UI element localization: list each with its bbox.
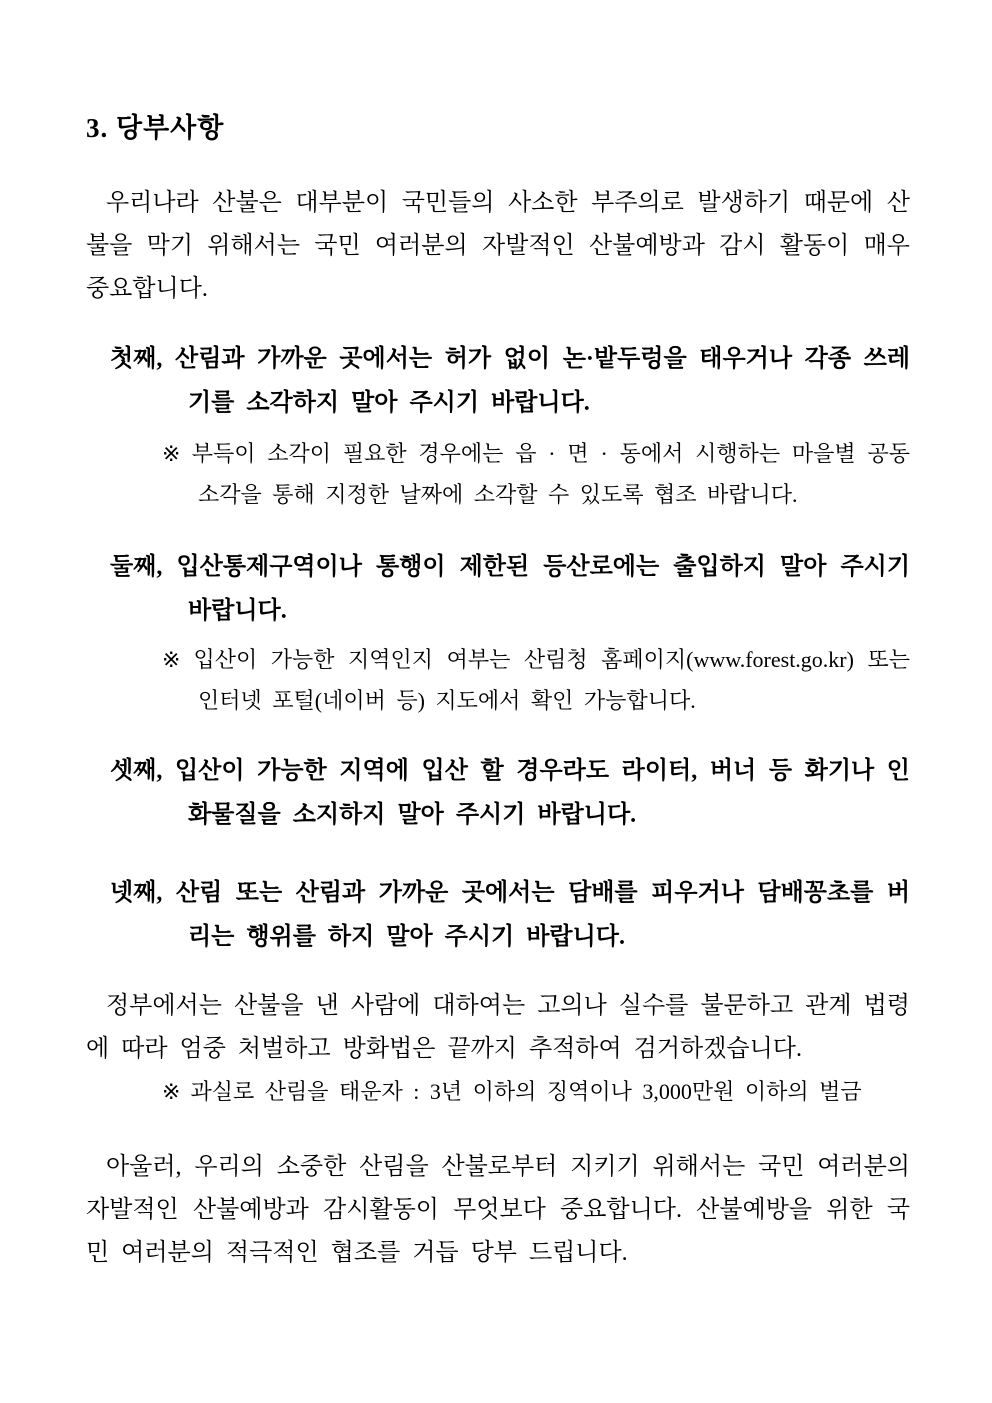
intro-paragraph: 우리나라 산불은 대부분이 국민들의 사소한 부주의로 발생하기 때문에 산불을 막기 위해서는 국민 여러분의 자발적인 산불예방과 감시 활동이 매우 중요합니다. (86, 190, 910, 302)
advice-item-label: 둘째, (110, 554, 163, 580)
advice-item-label: 셋째, (110, 758, 163, 784)
reference-mark-icon: ※ (162, 647, 184, 672)
advice-item-text: 산림과 가까운 곳에서는 허가 없이 논·밭두렁을 태우거나 각종 쓰레기를 소각하지 말아 주시기 바랍니다. (175, 346, 910, 416)
advice-item-first (110, 337, 910, 425)
advice-item-text: 산림 또는 산림과 가까운 곳에서는 담배를 피우거나 담배꽁초를 버리는 행위를 하지 말아 주시기 바랍니다. (175, 880, 911, 950)
advice-item-text: 입산이 가능한 지역에 입산 할 경우라도 라이터, 버너 등 화기나 인화물질을 소지하지 말아 주시기 바랍니다. (175, 758, 910, 828)
section-title: 3. 당부사항 (86, 113, 225, 143)
closing-paragraph: 아울러, 우리의 소중한 산림을 산불로부터 지키기 위해서는 국민 여러분의 자발적인 산불예방과 감시활동이 무엇보다 중요합니다. 산불예방을 위한 국민 여러분의 적극적인 협조를 거듭 당부 드립니다. (86, 1154, 910, 1266)
reference-mark-icon: ※ (162, 1079, 181, 1104)
advice-note-first (162, 433, 910, 515)
advice-note-text: 부득이 소각이 필요한 경우에는 읍 · 면 · 동에서 시행하는 마을별 공동소각을 통해 지정한 날짜에 소각할 수 있도록 협조 바랍니다. (191, 441, 910, 507)
advice-note-text: 입산이 가능한 지역인지 여부는 산림청 홈페이지(www.forest.go.kr) 또는 인터넷 포털(네이버 등) 지도에서 확인 가능합니다. (193, 647, 910, 713)
advice-note-second (162, 639, 910, 721)
advice-item-second (110, 545, 910, 633)
advice-item-label: 첫째, (110, 346, 163, 372)
advice-item-text: 입산통제구역이나 통행이 제한된 등산로에는 출입하지 말아 주시기 바랍니다. (176, 554, 911, 624)
advice-item-label: 넷째, (110, 880, 163, 906)
penalty-note (162, 1071, 910, 1112)
enforcement-paragraph: 정부에서는 산불을 낸 사람에 대하여는 고의나 실수를 불문하고 관계 법령에 따라 엄중 처벌하고 방화법은 끝까지 추적하여 검거하겠습니다. (86, 993, 910, 1062)
advice-item-fourth (110, 871, 910, 959)
penalty-note-text: 과실로 산림을 태운자 : 3년 이하의 징역이나 3,000만원 이하의 벌금 (190, 1079, 862, 1104)
advice-item-third (110, 749, 910, 837)
reference-mark-icon: ※ (162, 441, 182, 466)
